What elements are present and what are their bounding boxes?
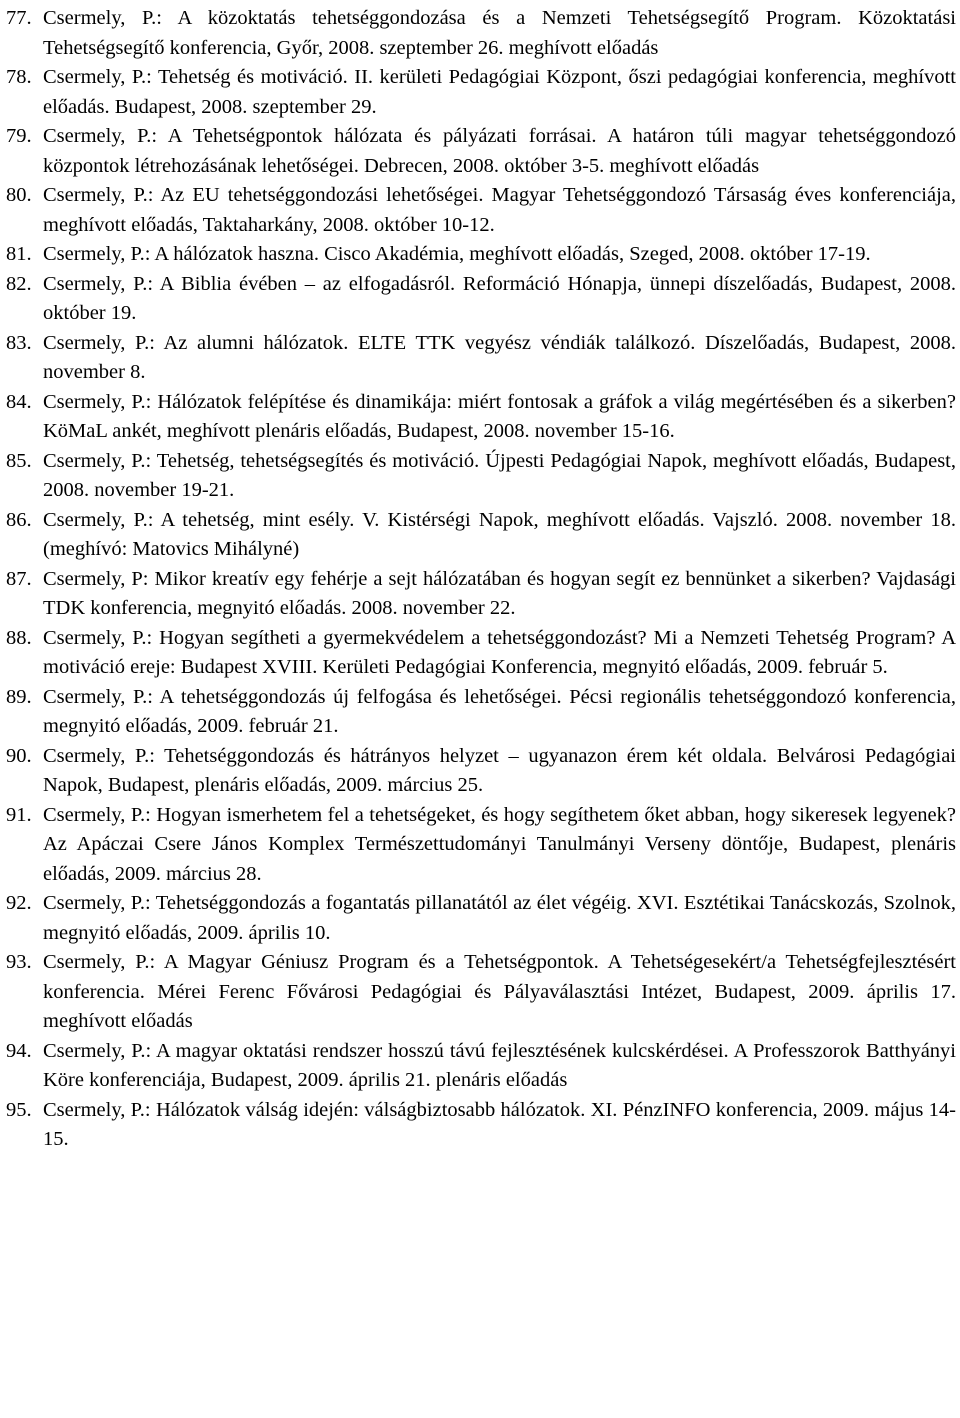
list-item [6, 329, 956, 388]
item-number: 90. [6, 744, 32, 767]
list-item [6, 506, 956, 565]
item-number: 81. [6, 243, 32, 265]
item-number: 91. [6, 803, 32, 826]
item-text: Csermely, P.: A hálózatok haszna. Cisco Akadémia, meghívott előadás, Szeged, 2008. október 17-19. [43, 243, 871, 265]
item-number: 83. [6, 331, 32, 354]
item-text: Csermely, P.: A magyar oktatási rendszer hosszú távú fejlesztésének kulcskérdései. A Professzorok Batthyányi Köre konferenciája, Budapest, 2009. április 21. plenáris előadás [43, 1039, 956, 1091]
item-text: Csermely, P.: A tehetséggondozás új felfogása és lehetőségei. Pécsi regionális tehetséggondozó konferencia, megnyitó előadás, 2009. február 21. [43, 685, 956, 737]
item-text: Csermely, P.: A tehetség, mint esély. V. Kistérségi Napok, meghívott előadás. Vajszló. 2008. november 18. (meghívó: Matovics Mihályné) [43, 508, 956, 560]
item-number: 87. [6, 567, 32, 590]
item-text: Csermely, P.: Tehetség és motiváció. II. kerületi Pedagógiai Központ, őszi pedagógiai konferencia, meghívott előadás. Budapest, 2008. szeptember 29. [43, 66, 956, 118]
item-text: Csermely, P.: Tehetséggondozás és hátrányos helyzet – ugyanazon érem két oldala. Belvárosi Pedagógiai Napok, Budapest, plenáris előadás, 2009. március 25. [43, 744, 956, 796]
list-item [6, 565, 956, 624]
item-number: 86. [6, 508, 32, 531]
item-text: Csermely, P.: Hogyan ismerhetem fel a tehetségeket, és hogy segíthetem őket abban, hogy sikeresek legyenek? Az Apáczai Csere János Komplex Természettudományi Tanulmányi Verseny döntője, Budapest, plenáris előadás, 2009. március 28. [43, 803, 956, 885]
item-number: 88. [6, 626, 32, 649]
item-number: 78. [6, 66, 32, 88]
item-number: 92. [6, 892, 32, 914]
reference-list [6, 4, 956, 1155]
item-number: 80. [6, 184, 32, 206]
list-item [6, 181, 956, 240]
item-number: 89. [6, 685, 32, 708]
item-text: Csermely, P.: Tehetség, tehetségsegítés és motiváció. Újpesti Pedagógiai Napok, meghívott előadás, Budapest, 2008. november 19-21. [43, 449, 956, 501]
list-item [6, 270, 956, 329]
list-item [6, 624, 956, 683]
list-item [6, 4, 956, 63]
item-number: 84. [6, 390, 32, 413]
item-text: Csermely, P.: Az EU tehetséggondozási lehetőségei. Magyar Tehetséggondozó Társaság éves konferenciája, meghívott előadás, Taktaharkány, 2008. október 10-12. [43, 184, 956, 236]
item-number: 95. [6, 1098, 32, 1121]
list-item [6, 683, 956, 742]
item-number: 82. [6, 272, 32, 295]
item-text: Csermely, P.: A Tehetségpontok hálózata és pályázati forrásai. A határon túli magyar tehetséggondozó központok létrehozásának lehetőségei. Debrecen, 2008. október 3-5. meghívott előadás [43, 125, 956, 177]
item-number: 85. [6, 449, 32, 472]
item-text: Csermely, P.: Hogyan segítheti a gyermekvédelem a tehetséggondozást? Mi a Nemzeti Tehetség Program? A motiváció ereje: Budapest XVIII. Kerületi Pedagógiai Konferencia, megnyitó előadás, 2009. február 5. [43, 626, 956, 678]
item-text: Csermely, P.: Hálózatok felépítése és dinamikája: miért fontosak a gráfok a világ megértésében és a sikerben? KöMaL ankét, meghívott plenáris előadás, Budapest, 2008. november 15-16. [43, 390, 956, 442]
item-text: Csermely, P.: Hálózatok válság idején: válságbiztosabb hálózatok. XI. PénzINFO konferencia, 2009. május 14-15. [43, 1098, 956, 1150]
item-text: Csermely, P.: Tehetséggondozás a fogantatás pillanatától az élet végéig. XVI. Esztétikai Tanácskozás, Szolnok, megnyitó előadás, 2009. április 10. [43, 892, 956, 944]
item-number: 77. [6, 7, 32, 29]
list-item [6, 948, 956, 1037]
list-item [6, 742, 956, 801]
item-text: Csermely, P.: Az alumni hálózatok. ELTE TTK vegyész véndiák találkozó. Díszelőadás, Budapest, 2008. november 8. [43, 331, 956, 383]
list-item [6, 63, 956, 122]
list-item [6, 1037, 956, 1096]
item-text: Csermely, P.: A Magyar Géniusz Program és a Tehetségpontok. A Tehetségesekért/a Tehetségfejlesztésért konferencia. Mérei Ferenc Fővárosi Pedagógiai és Pályaválasztási Intézet, Budapest, 2009. április 17. meghívott előadás [43, 951, 956, 1032]
item-text: Csermely, P: Mikor kreatív egy fehérje a sejt hálózatában és hogyan segít ez bennünket a sikerben? Vajdasági TDK konferencia, megnyitó előadás. 2008. november 22. [43, 567, 956, 619]
list-item [6, 1096, 956, 1155]
list-item [6, 122, 956, 181]
list-item [6, 801, 956, 890]
list-item [6, 889, 956, 948]
list-item [6, 388, 956, 447]
item-text: Csermely, P.: A Biblia évében – az elfogadásról. Reformáció Hónapja, ünnepi díszelőadás, Budapest, 2008. október 19. [43, 272, 956, 324]
item-number: 94. [6, 1039, 32, 1062]
item-number: 79. [6, 125, 32, 147]
list-item [6, 240, 956, 270]
list-item [6, 447, 956, 506]
item-text: Csermely, P.: A közoktatás tehetséggondozása és a Nemzeti Tehetségsegítő Program. Közoktatási Tehetségsegítő konferencia, Győr, 2008. szeptember 26. meghívott előadás [43, 7, 956, 59]
item-number: 93. [6, 951, 32, 973]
